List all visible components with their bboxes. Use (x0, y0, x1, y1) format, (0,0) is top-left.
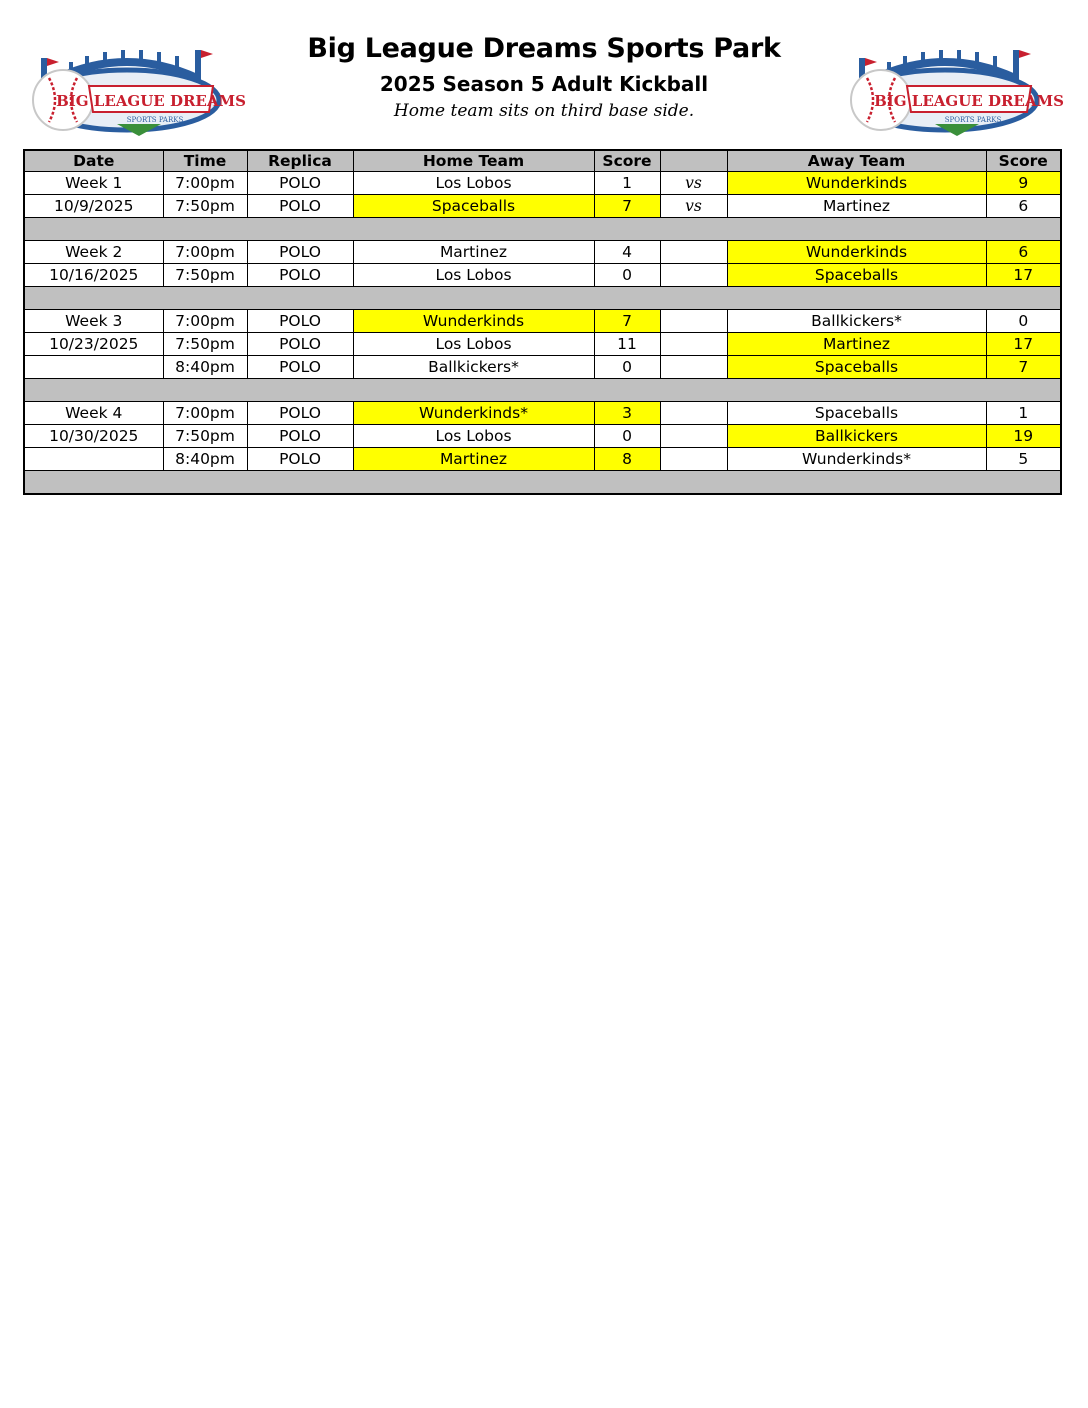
time-cell: 7:00pm (163, 402, 247, 425)
page-subtitle: 2025 Season 5 Adult Kickball (379, 72, 709, 96)
time-cell: 7:50pm (163, 333, 247, 356)
home-team-cell: Spaceballs (353, 195, 594, 218)
away-score-cell: 7 (986, 356, 1061, 379)
date-cell: 10/23/2025 (24, 333, 163, 356)
vs-cell (660, 333, 727, 356)
away-score-cell: 17 (986, 333, 1061, 356)
home-team-cell: Wunderkinds (353, 310, 594, 333)
vs-cell (660, 425, 727, 448)
time-cell: 7:00pm (163, 310, 247, 333)
home-score-cell: 0 (594, 425, 660, 448)
away-score-cell: 5 (986, 448, 1061, 471)
spacer-row (24, 287, 1061, 310)
table-row (24, 425, 1061, 448)
away-score-cell: 9 (986, 172, 1061, 195)
away-team-cell: Martinez (727, 195, 986, 218)
vs-cell (660, 264, 727, 287)
home-score-cell: 8 (594, 448, 660, 471)
home-score-cell: 0 (594, 356, 660, 379)
spacer-cell (24, 471, 1061, 495)
home-team-cell: Martinez (353, 241, 594, 264)
table-row (24, 333, 1061, 356)
home-score-cell: 7 (594, 310, 660, 333)
away-team-cell: Spaceballs (727, 356, 986, 379)
away-team-cell: Ballkickers (727, 425, 986, 448)
time-cell: 7:50pm (163, 425, 247, 448)
table-row (24, 310, 1061, 333)
spacer-cell (24, 379, 1061, 402)
date-cell: 10/16/2025 (24, 264, 163, 287)
date-cell: Week 4 (24, 402, 163, 425)
home-score-cell: 11 (594, 333, 660, 356)
title-block (200, 30, 888, 122)
schedule-table (23, 149, 1062, 495)
table-row (24, 356, 1061, 379)
field-cell: POLO (247, 448, 353, 471)
away-score-cell: 0 (986, 310, 1061, 333)
date-cell: 10/30/2025 (24, 425, 163, 448)
home-team-cell: Ballkickers* (353, 356, 594, 379)
column-header-home-team: Home Team (353, 150, 594, 172)
away-team-cell: Spaceballs (727, 402, 986, 425)
date-cell: Week 2 (24, 241, 163, 264)
table-row (24, 241, 1061, 264)
time-cell: 7:50pm (163, 195, 247, 218)
field-cell: POLO (247, 195, 353, 218)
column-header-away-score: Score (986, 150, 1061, 172)
column-header-date: Date (24, 150, 163, 172)
home-team-cell: Los Lobos (353, 425, 594, 448)
date-cell (24, 448, 163, 471)
field-cell: POLO (247, 425, 353, 448)
away-team-cell: Ballkickers* (727, 310, 986, 333)
table-row (24, 448, 1061, 471)
page-header (0, 0, 1088, 150)
column-header-field: Replica (247, 150, 353, 172)
field-cell: POLO (247, 333, 353, 356)
away-score-cell: 19 (986, 425, 1061, 448)
field-cell: POLO (247, 264, 353, 287)
home-team-cell: Martinez (353, 448, 594, 471)
spacer-row (24, 218, 1061, 241)
table-row (24, 402, 1061, 425)
home-team-cell: Los Lobos (353, 172, 594, 195)
vs-cell (660, 356, 727, 379)
away-score-cell: 6 (986, 195, 1061, 218)
field-cell: POLO (247, 356, 353, 379)
logo-text: BIG LEAGUE DREAMS (56, 92, 246, 110)
vs-cell (660, 402, 727, 425)
page-title: Big League Dreams Sports Park (307, 33, 781, 64)
big-league-dreams-logo (27, 38, 246, 138)
away-score-cell: 6 (986, 241, 1061, 264)
seating-note: Home team sits on third base side. (393, 101, 695, 121)
time-cell: 7:50pm (163, 264, 247, 287)
date-cell: Week 1 (24, 172, 163, 195)
date-cell: 10/9/2025 (24, 195, 163, 218)
column-header-home-score: Score (594, 150, 660, 172)
vs-cell (660, 310, 727, 333)
vs-cell: vs (660, 195, 727, 218)
table-row (24, 195, 1061, 218)
date-cell: Week 3 (24, 310, 163, 333)
away-score-cell: 17 (986, 264, 1061, 287)
home-score-cell: 0 (594, 264, 660, 287)
vs-cell (660, 241, 727, 264)
home-score-cell: 1 (594, 172, 660, 195)
field-cell: POLO (247, 402, 353, 425)
time-cell: 7:00pm (163, 172, 247, 195)
column-header-away-team: Away Team (727, 150, 986, 172)
table-header-row (24, 150, 1061, 172)
away-team-cell: Spaceballs (727, 264, 986, 287)
field-cell: POLO (247, 172, 353, 195)
logo-subtext: SPORTS PARKS (126, 116, 184, 124)
time-cell: 8:40pm (163, 448, 247, 471)
spacer-cell (24, 218, 1061, 241)
away-team-cell: Martinez (727, 333, 986, 356)
home-score-cell: 3 (594, 402, 660, 425)
logo-subtext: SPORTS PARKS (944, 116, 1002, 124)
field-cell: POLO (247, 310, 353, 333)
home-team-cell: Los Lobos (353, 333, 594, 356)
away-team-cell: Wunderkinds* (727, 448, 986, 471)
home-team-cell: Wunderkinds* (353, 402, 594, 425)
date-cell (24, 356, 163, 379)
column-header-vs (660, 150, 727, 172)
away-score-cell: 1 (986, 402, 1061, 425)
column-header-time: Time (163, 150, 247, 172)
spacer-row (24, 379, 1061, 402)
table-row (24, 264, 1061, 287)
vs-cell (660, 448, 727, 471)
logo-text: BIG LEAGUE DREAMS (874, 92, 1064, 110)
vs-cell: vs (660, 172, 727, 195)
field-cell: POLO (247, 241, 353, 264)
away-team-cell: Wunderkinds (727, 172, 986, 195)
home-score-cell: 7 (594, 195, 660, 218)
spacer-row (24, 471, 1061, 495)
home-team-cell: Los Lobos (353, 264, 594, 287)
time-cell: 8:40pm (163, 356, 247, 379)
time-cell: 7:00pm (163, 241, 247, 264)
big-league-dreams-logo (845, 38, 1064, 138)
away-team-cell: Wunderkinds (727, 241, 986, 264)
spacer-cell (24, 287, 1061, 310)
home-score-cell: 4 (594, 241, 660, 264)
table-row (24, 172, 1061, 195)
